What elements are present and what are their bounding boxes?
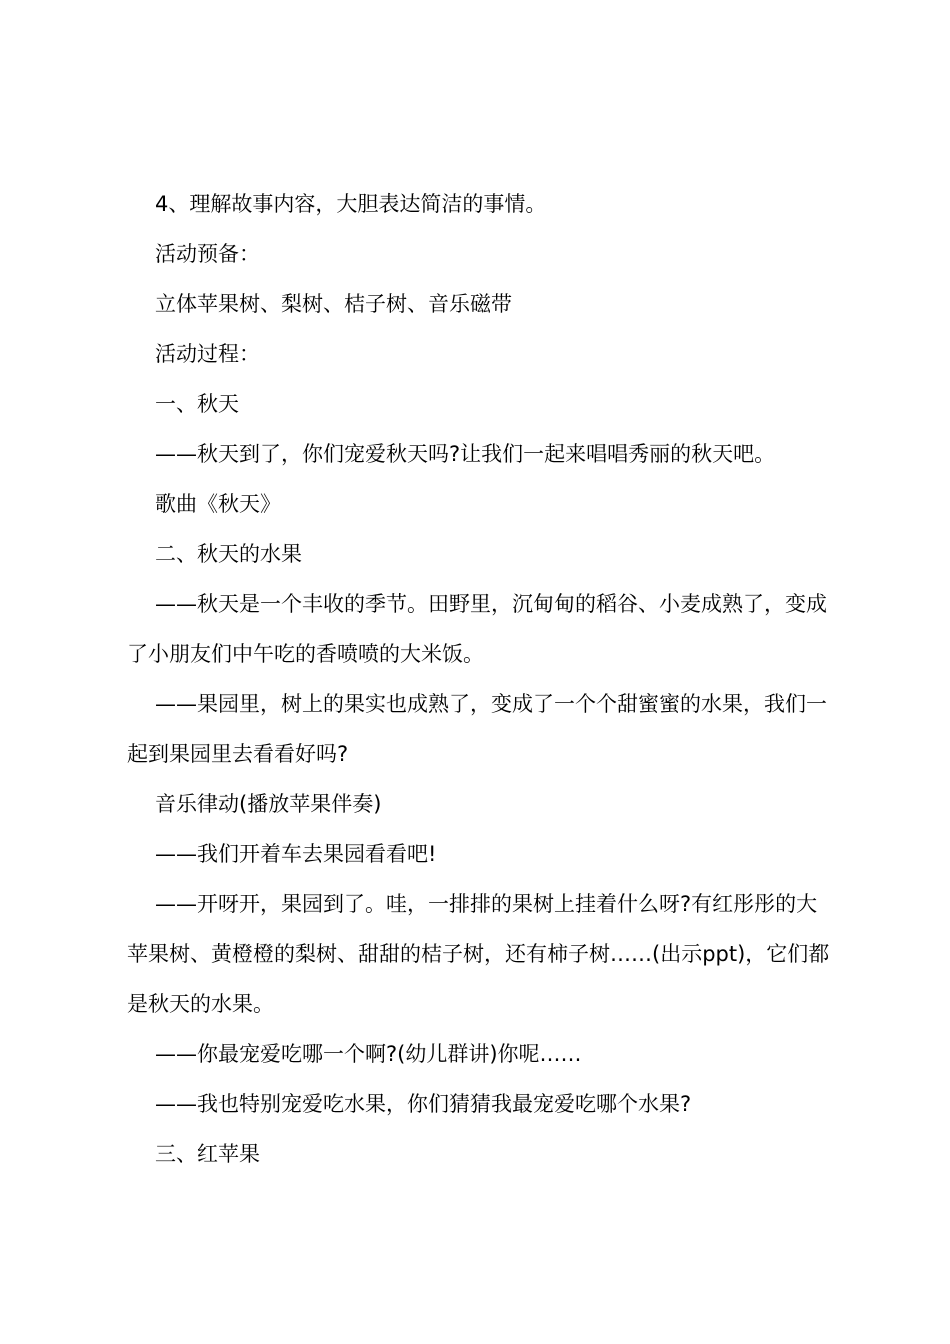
paragraph-objective-4: 4、理解故事内容，大胆表达简洁的事情。: [155, 192, 547, 216]
paragraph-orchard: ——果园里，树上的果实也成熟了，变成了一个个甜蜜蜜的水果，我们一起到果园里去看看好吗?: [127, 692, 827, 766]
paragraph-music-rhythm: 音乐律动(播放苹果伴奏): [155, 792, 382, 816]
paragraph-song: 歌曲《秋天》: [155, 492, 281, 516]
paragraph-preparation-heading: 活动预备：: [155, 242, 260, 266]
paragraph-materials: 立体苹果树、梨树、桔子树、音乐磁带: [155, 292, 512, 316]
paragraph-favorite-question: ——你最宠爱吃哪一个啊?(幼儿群讲)你呢……: [155, 1042, 582, 1066]
paragraph-drive: ——我们开着车去果园看看吧!: [155, 842, 437, 866]
paragraph-harvest: ——秋天是一个丰收的季节。田野里，沉甸甸的稻谷、小麦成熟了，变成了小朋友们中午吃的香喷喷的大米饭。: [127, 592, 827, 666]
paragraph-autumn-intro: ——秋天到了，你们宠爱秋天吗?让我们一起来唱唱秀丽的秋天吧。: [155, 442, 776, 466]
section-heading-autumn-fruits: 二、秋天的水果: [155, 542, 302, 566]
paragraph-arrive-orchard: ——开呀开，果园到了。哇，一排排的果树上挂着什么呀?有红彤彤的大苹果树、黄橙橙的梨树、甜甜的桔子树，还有柿子树……(出示ppt)，它们都是秋天的水果。: [127, 892, 830, 1016]
section-heading-autumn: 一、秋天: [155, 392, 239, 416]
section-heading-red-apple: 三、红苹果: [155, 1142, 260, 1166]
paragraph-guess: ——我也特别宠爱吃水果，你们猜猜我最宠爱吃哪个水果?: [155, 1092, 692, 1116]
paragraph-process-heading: 活动过程：: [155, 342, 260, 366]
